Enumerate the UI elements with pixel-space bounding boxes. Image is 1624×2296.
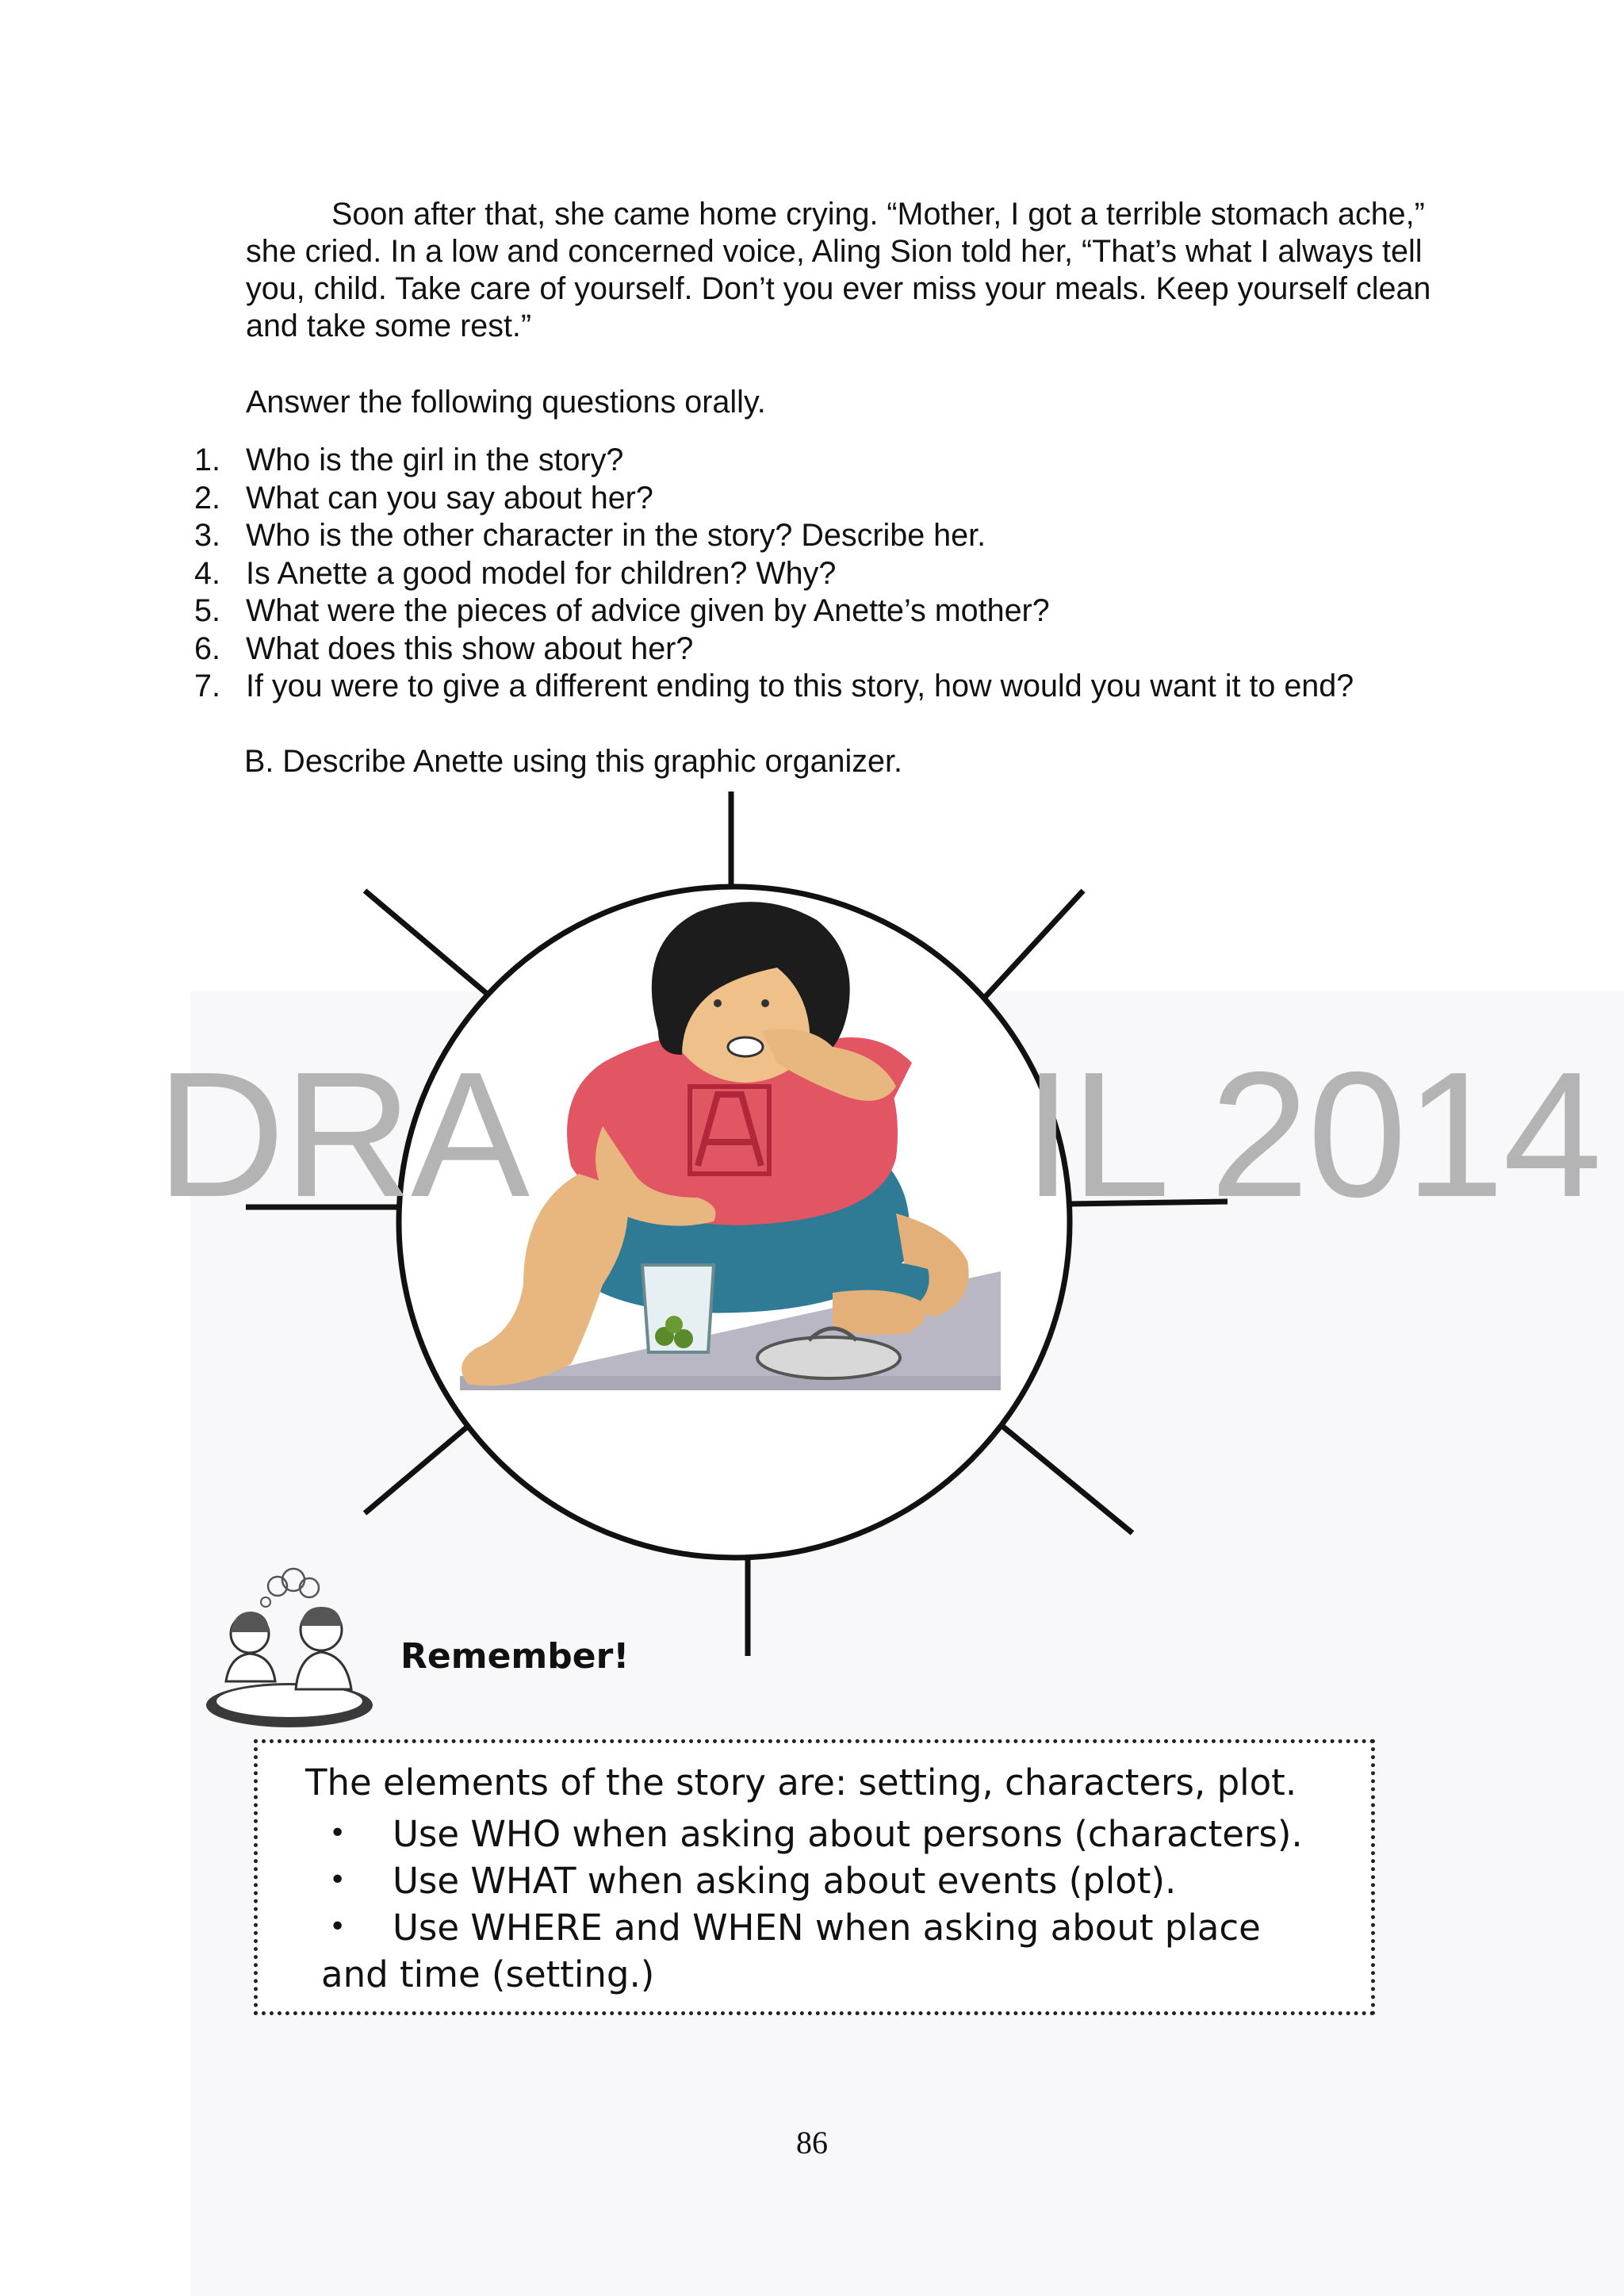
watermark-text-left: DRA	[156, 1034, 529, 1234]
kids-thinking-icon	[202, 1562, 385, 1733]
spoke-lower-right	[990, 1416, 1132, 1533]
question-item: 3. Who is the other character in the story? Describe her.	[194, 518, 986, 553]
spoke-upper-right	[979, 891, 1083, 1003]
question-item: 4. Is Anette a good model for children? Why?	[194, 555, 837, 591]
remember-title: Remember!	[400, 1636, 630, 1677]
question-item: 5. What were the pieces of advice given by Anette’s mother?	[194, 593, 1050, 628]
bullet-icon: •	[329, 1864, 347, 1896]
spoke-lower-left	[365, 1420, 476, 1513]
page-number: 86	[796, 2125, 828, 2160]
questions-instruction: Answer the following questions orally.	[246, 385, 766, 420]
bullet-icon: •	[329, 1911, 347, 1943]
watermark-text-right: IL 2014	[1023, 1034, 1601, 1234]
remember-bullets	[305, 1811, 1339, 1998]
question-item: 2. What can you say about her?	[194, 480, 653, 516]
remember-box	[254, 1739, 1375, 2015]
question-item: 6. What does this show about her?	[194, 631, 694, 666]
remember-bullet: • Use WHAT when asking about events (plot).	[305, 1857, 1339, 1904]
remember-bullet: • Use WHERE and WHEN when asking about place and time (setting.)	[305, 1904, 1339, 1998]
spoke-upper-left	[365, 891, 496, 1002]
question-item: 7. If you were to give a different ending to this story, how would you want it to end?	[194, 669, 1354, 703]
question-item: 1. Who is the girl in the story?	[194, 443, 624, 477]
remember-bullet: • Use WHO when asking about persons (characters).	[305, 1811, 1339, 1857]
story-paragraph: Soon after that, she came home crying. “Mother, I got a terrible stomach ache,” she cried. In a low and concerned voice, Aling Sion told her, “That’s what I always tell you, child. Take care of yourself. Don’t you ever miss your meals. Keep yourself clean and take some rest.”	[246, 197, 1431, 343]
bullet-continuation: and time (setting.)	[321, 1953, 655, 1995]
part-b-instruction: B. Describe Anette using this graphic organizer.	[244, 744, 902, 779]
bullet-icon: •	[329, 1817, 347, 1849]
remember-intro: The elements of the story are: setting, characters, plot.	[305, 1761, 1297, 1803]
